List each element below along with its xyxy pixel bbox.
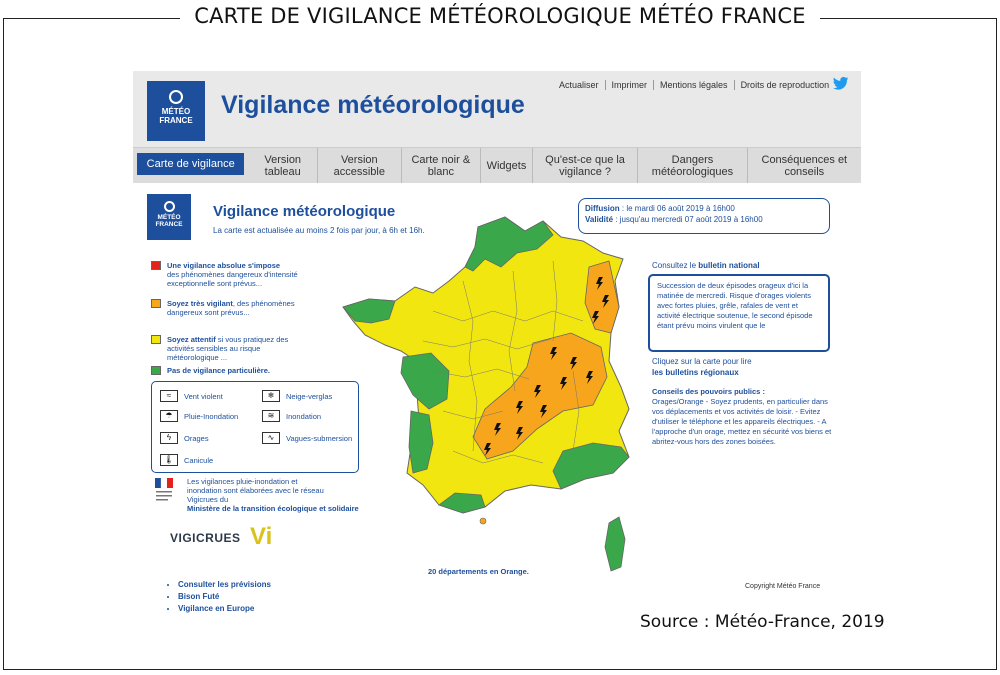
legend-flood-label: Inondation (286, 411, 322, 421)
tab-version-accessible[interactable]: Version accessible (318, 148, 402, 183)
tab-widgets[interactable]: Widgets (481, 148, 533, 183)
vigicrues-logo[interactable]: VIGICRUES (170, 531, 241, 545)
public-advice (652, 387, 837, 447)
zone-green-bretagne (343, 299, 395, 323)
tab-carte-noir-blanc[interactable]: Carte noir & blanc (402, 148, 482, 183)
legend-snow-label: Neige-verglas (286, 391, 333, 401)
legend-orange-desc: , des phénomènes dangereux sont prévus... (167, 299, 295, 317)
diffusion-label: Diffusion (585, 204, 620, 213)
legend-heat-label: Canicule (184, 455, 214, 465)
tab-dangers-meteorologiques[interactable]: Dangers météorologiques (638, 148, 747, 183)
logo-line1: MÉTÉO (161, 107, 191, 116)
map-caption: 20 départements en Orange. (428, 567, 529, 576)
link-vigilance-europe[interactable]: • Vigilance en Europe (178, 603, 271, 615)
legend-waves-label: Vagues-submersion (286, 433, 353, 443)
legend-red-desc: des phénomènes dangereux d'intensité exceptionnelle sont prévus... (167, 270, 298, 288)
screenshot-panel (133, 71, 861, 623)
waves-icon: ∿ (262, 432, 280, 444)
diffusion-value: : le mardi 06 août 2019 à 16h00 (619, 204, 735, 213)
location-marker (480, 518, 486, 524)
wind-icon: ≈ (160, 390, 178, 402)
vigicrues-desc: Les vigilances pluie-inondation et inondation sont élaborées avec le réseau Vigicrues du (187, 477, 324, 504)
figure-title (0, 4, 1000, 28)
tab-carte-vigilance[interactable]: Carte de vigilance (137, 153, 244, 175)
diffusion-line (585, 203, 823, 214)
vigicrues-ministry-link[interactable]: Ministère de la transition écologique et solidaire (187, 504, 359, 513)
content-title: Vigilance météorologique (213, 203, 396, 220)
legend-green-bold: Pas de vigilance particulière. (167, 366, 270, 375)
legend-orange-bold: Soyez très vigilant (167, 299, 233, 308)
storm-icon: ϟ (160, 432, 178, 444)
regional-bulletins (652, 356, 752, 378)
site-title: Vigilance météorologique (221, 91, 525, 119)
link-consulter-previsions[interactable]: • Consulter les prévisions (178, 579, 271, 591)
link-imprimer[interactable]: Imprimer (606, 80, 655, 90)
content-subtitle: La carte est actualisée au moins 2 fois par jour, à 6h et 16h. (213, 226, 425, 235)
figure-title-text: CARTE DE VIGILANCE MÉTÉOROLOGIQUE MÉTÉO FRANCE (180, 4, 820, 28)
rain-flood-icon: ☂ (160, 410, 178, 422)
corsica (605, 517, 625, 571)
legend-storm-label: Orages (184, 433, 209, 443)
validite-value: : jusqu'au mercredi 07 août 2019 à 16h00 (613, 215, 763, 224)
link-mentions-legales[interactable]: Mentions légales (654, 80, 735, 90)
link-actualiser[interactable]: Actualiser (553, 80, 606, 90)
legend-yellow-bold: Soyez attentif (167, 335, 216, 344)
figure-source: Source : Météo-France, 2019 (640, 612, 885, 632)
heat-icon: 🌡 (160, 454, 178, 466)
advice-title: Conseils des pouvoirs publics : (652, 387, 765, 396)
logo-small-line2: FRANCE (155, 221, 183, 228)
logo-small-line1: MÉTÉO (157, 214, 181, 221)
validite-line (585, 214, 823, 225)
bulletin-prefix: Consultez le (652, 261, 699, 270)
legend-rain-flood-label: Pluie-Inondation (184, 411, 239, 421)
bulletin-national-link[interactable]: bulletin national (698, 261, 760, 270)
link-bison-fute[interactable]: • Bison Futé (178, 591, 271, 603)
link-droits-reproduction[interactable]: Droits de reproduction (740, 80, 830, 90)
legend-wind-label: Vent violent (184, 391, 223, 401)
vi-logo: Vi (250, 523, 273, 550)
tab-consequences-conseils[interactable]: Conséquences et conseils (761, 153, 848, 178)
legend-red-bold: Une vigilance absolue s'impose (167, 261, 281, 270)
validite-label: Validité (585, 215, 614, 224)
regional-prefix: Cliquez sur la carte pour lire (652, 357, 752, 366)
flood-icon: ≋ (262, 410, 280, 422)
orages-summary-box: Succession de deux épisodes orageux d'ici la matinée de mercredi. Risque d'orages violents avec fortes pluies, grêle, rafales de vent et activité électrique soutenue, le second épisode étant prévu moins virulent que le (648, 274, 830, 352)
advice-text: Orages/Orange - Soyez prudents, en particulier dans vos déplacements et vos activités de loisir. - Evitez d'utiliser le téléphone et les appareils électriques. - A l'approche d'un orage, mettez en sécurité vos biens et abritez-vous hors des zones boisées. (652, 397, 832, 446)
legend-yellow-desc: si vous pratiquez des activités sensibles au risque météorologique ... (167, 335, 289, 362)
copyright: Copyright Météo France (745, 583, 821, 590)
regional-bulletins-link[interactable]: les bulletins régionaux (652, 368, 739, 377)
bulletin-national-line (652, 261, 760, 270)
tab-version-tableau[interactable]: Version tableau (248, 148, 318, 183)
diffusion-box (578, 198, 830, 234)
logo-line2: FRANCE (159, 116, 193, 125)
tab-quest-ce-que-vigilance[interactable]: Qu'est-ce que la vigilance ? (533, 148, 638, 183)
snow-icon: ❄ (262, 390, 280, 402)
